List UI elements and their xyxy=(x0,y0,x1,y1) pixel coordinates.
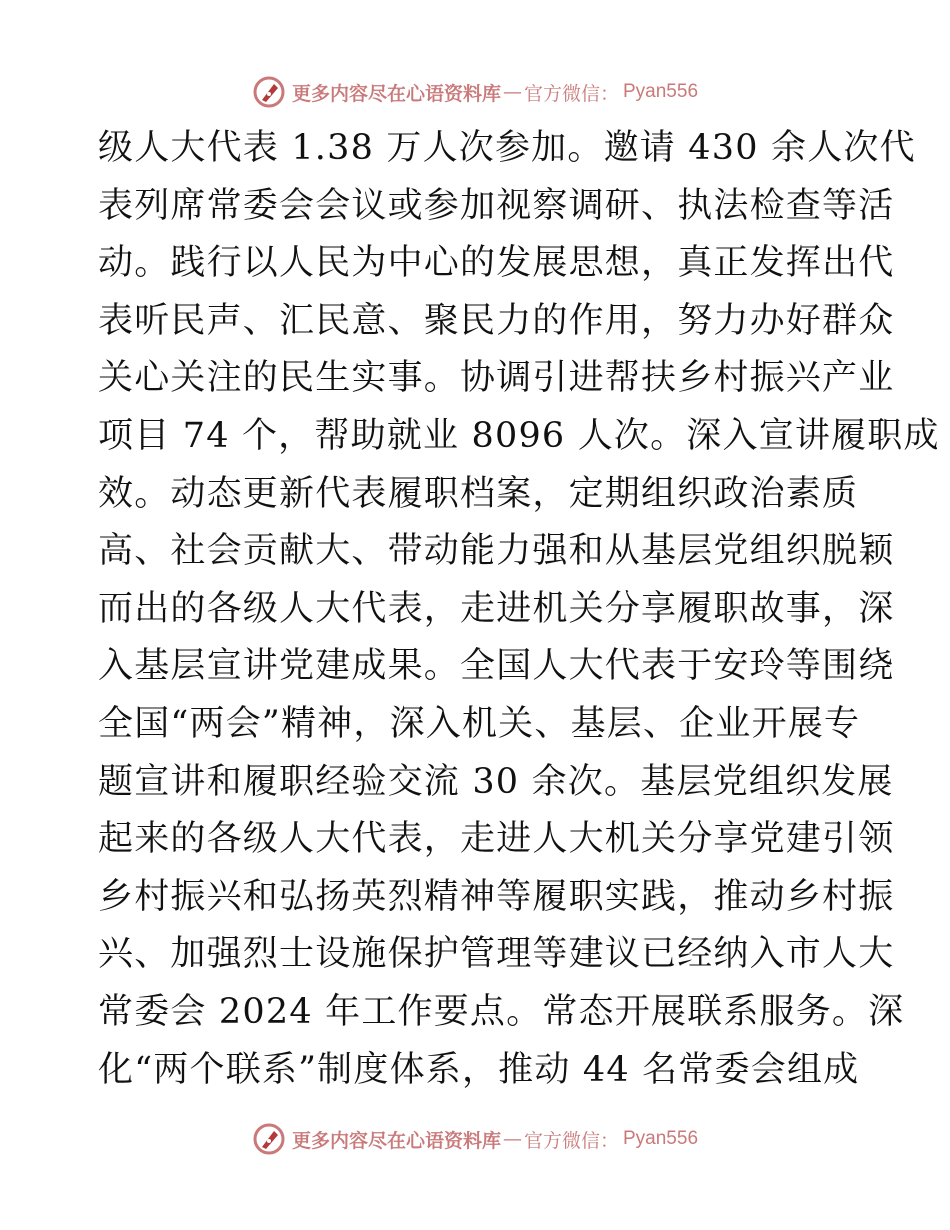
body-line: 常委会 2024 年工作要点。常态开展联系服务。深 xyxy=(98,991,905,1032)
body-line: 项目 74 个，帮助就业 8096 人次。深入宣讲履职成 xyxy=(98,415,940,456)
body-line: 高、社会贡献大、带动能力强和从基层党组织脱颖 xyxy=(98,531,895,572)
pen-nib-circle-icon xyxy=(252,75,286,109)
body-line: 题宣讲和履职经验交流 30 余次。基层党组织发展 xyxy=(98,761,894,802)
body-line: 乡村振兴和弘扬英烈精神等履职实践，推动乡村振 xyxy=(98,876,895,917)
watermark-id: Pyan556 xyxy=(623,1128,699,1149)
document-body xyxy=(98,120,940,1099)
watermark-id: Pyan556 xyxy=(623,81,699,102)
body-line: 化“两个联系”制度体系，推动 44 名常委会组成 xyxy=(98,1049,860,1090)
watermark-dash: — xyxy=(502,81,522,103)
body-line: 效。动态更新代表履职档案，定期组织政治素质 xyxy=(98,473,859,514)
body-line: 起来的各级人大代表，走进人大机关分享党建引领 xyxy=(98,819,895,860)
watermark-label: 官方微信： xyxy=(523,1129,619,1152)
watermark-site-text: 更多内容尽在心语资料库 xyxy=(291,1129,501,1152)
body-line: 而出的各级人大代表，走进机关分享履职故事，深 xyxy=(98,588,895,629)
footer-watermark xyxy=(0,1121,950,1157)
body-line: 关心关注的民生实事。协调引进帮扶乡村振兴产业 xyxy=(98,358,895,399)
body-line: 全国“两会”精神，深入机关、基层、企业开展专 xyxy=(98,703,861,744)
body-line: 兴、加强烈士设施保护管理等建议已经纳入市人大 xyxy=(98,934,895,975)
watermark-dash: — xyxy=(502,1128,522,1150)
watermark-label: 官方微信： xyxy=(523,82,619,105)
body-line: 表听民声、汇民意、聚民力的作用，努力办好群众 xyxy=(98,300,895,341)
watermark-site-text: 更多内容尽在心语资料库 xyxy=(291,82,501,105)
header-watermark xyxy=(0,74,950,110)
body-line: 动。践行以人民为中心的发展思想，真正发挥出代 xyxy=(98,243,895,284)
body-line: 入基层宣讲党建成果。全国人大代表于安玲等围绕 xyxy=(98,646,895,687)
body-line: 级人大代表 1.38 万人次参加。邀请 430 余人次代 xyxy=(98,128,916,168)
pen-nib-circle-icon xyxy=(252,1122,286,1156)
body-line: 表列席常委会会议或参加视察调研、执法检查等活 xyxy=(98,185,895,226)
